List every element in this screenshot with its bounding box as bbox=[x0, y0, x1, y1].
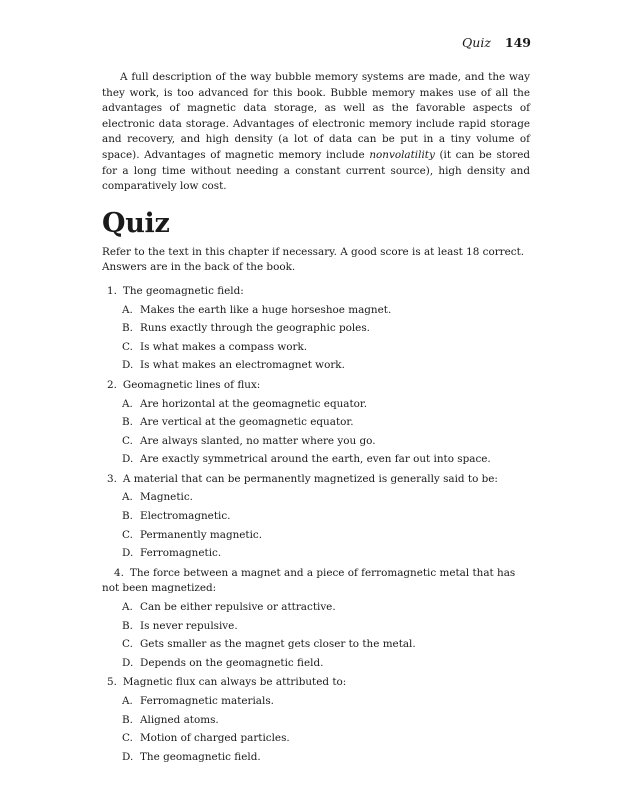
choice-letter: A. bbox=[122, 397, 133, 410]
choice-letter: B. bbox=[122, 619, 133, 632]
answer-choice bbox=[102, 600, 530, 616]
question bbox=[102, 284, 530, 374]
choice-letter: D. bbox=[122, 453, 134, 466]
answer-choice bbox=[102, 694, 530, 710]
answer-choice bbox=[102, 303, 530, 319]
choice-text: Electromagnetic. bbox=[140, 510, 231, 523]
question-stem bbox=[102, 675, 530, 691]
question-stem bbox=[102, 284, 530, 300]
choice-letter: A. bbox=[122, 601, 133, 614]
answer-choice bbox=[102, 452, 530, 468]
choice-text: Makes the earth like a huge horseshoe magnet. bbox=[140, 303, 392, 316]
choice-letter: D. bbox=[122, 359, 134, 372]
quiz-instructions: Refer to the text in this chapter if necessary. A good score is at least 18 correct. Answers are in the back of the book. bbox=[102, 245, 525, 274]
question-number: 1. bbox=[107, 284, 117, 297]
page-number: 149 bbox=[504, 35, 531, 50]
intro-emphasis: nonvolatility bbox=[369, 148, 435, 161]
answer-choice bbox=[102, 731, 530, 747]
choice-letter: A. bbox=[122, 695, 133, 707]
choice-text: Are always slanted, no matter where you go. bbox=[140, 434, 376, 447]
question-number: 5. bbox=[107, 676, 117, 689]
choice-letter: C. bbox=[122, 434, 133, 447]
question-text: A material that can be permanently magnetized is generally said to be: bbox=[122, 472, 498, 485]
answer-choice bbox=[102, 546, 530, 562]
choice-text: Motion of charged particles. bbox=[140, 732, 290, 745]
answer-choice bbox=[102, 340, 530, 356]
choice-text: Depends on the geomagnetic field. bbox=[140, 656, 324, 669]
answer-choice bbox=[102, 656, 530, 672]
answer-choice bbox=[102, 509, 530, 525]
choice-letter: B. bbox=[122, 510, 133, 523]
choice-text: Are exactly symmetrical around the earth, even far out into space. bbox=[140, 453, 491, 466]
choice-letter: C. bbox=[122, 638, 133, 651]
question bbox=[102, 675, 530, 765]
intro-text-after: (it can be stored for a long time without needing a constant current source), high density and comparatively low cost. bbox=[102, 148, 530, 193]
choice-letter: B. bbox=[122, 322, 133, 335]
choice-letter: A. bbox=[122, 491, 133, 504]
answer-choice bbox=[102, 415, 530, 431]
question-text: The force between a magnet and a piece of ferromagnetic metal that has not been magnetized: bbox=[102, 566, 516, 595]
answer-choice bbox=[102, 397, 530, 413]
intro-text-before: A full description of the way bubble memory systems are made, and the way they work, is too advanced for this book. Bubble memory makes use of all the advantages of magnetic data storage, as well as the favorable aspects of electronic data storage. Advantages of electronic memory include rapid storage and recovery, and high density (a lot of data can be put in a tiny volume of space). Advantages of magnetic memory include bbox=[102, 71, 530, 161]
answer-choice bbox=[102, 713, 530, 729]
choice-letter: D. bbox=[122, 547, 134, 560]
question-number: 2. bbox=[107, 378, 117, 391]
question-stem bbox=[102, 378, 530, 394]
answer-choice bbox=[102, 321, 530, 337]
choice-text: Are horizontal at the geomagnetic equator. bbox=[140, 397, 368, 410]
question-text: Magnetic flux can always be attributed to: bbox=[122, 676, 347, 689]
choice-text: Is never repulsive. bbox=[140, 619, 238, 632]
choice-text: Can be either repulsive or attractive. bbox=[140, 601, 336, 614]
choice-text: Aligned atoms. bbox=[140, 713, 219, 726]
running-header bbox=[462, 35, 531, 51]
choice-letter: C. bbox=[122, 528, 133, 541]
question-number: 3. bbox=[107, 472, 117, 485]
choice-letter: B. bbox=[122, 713, 133, 726]
choice-text: Is what makes an electromagnet work. bbox=[140, 359, 345, 372]
choice-letter: B. bbox=[122, 416, 133, 429]
choice-text: Runs exactly through the geographic poles. bbox=[140, 322, 370, 335]
choice-text: Permanently magnetic. bbox=[140, 528, 263, 541]
choice-text: Are vertical at the geomagnetic equator. bbox=[140, 416, 354, 429]
answer-choice bbox=[102, 619, 530, 635]
question-stem bbox=[102, 566, 530, 597]
page-body bbox=[102, 70, 530, 769]
answer-choice bbox=[102, 637, 530, 653]
choice-letter: D. bbox=[122, 750, 134, 763]
choice-letter: A. bbox=[122, 303, 133, 316]
question bbox=[102, 378, 530, 468]
choice-letter: C. bbox=[122, 340, 133, 353]
section-title: Quiz bbox=[102, 207, 170, 239]
choice-text: Magnetic. bbox=[140, 491, 193, 504]
choice-letter: D. bbox=[122, 656, 134, 669]
answer-choice bbox=[102, 490, 530, 506]
running-header-title: Quiz bbox=[462, 35, 491, 50]
choice-text: Gets smaller as the magnet gets closer to the metal. bbox=[140, 638, 416, 651]
choice-text: The geomagnetic field. bbox=[140, 750, 261, 763]
question bbox=[102, 566, 530, 672]
question-text: The geomagnetic field: bbox=[122, 284, 244, 297]
answer-choice bbox=[102, 358, 530, 374]
question-number: 4. bbox=[114, 566, 124, 579]
choice-letter: C. bbox=[122, 732, 133, 745]
answer-choice bbox=[102, 528, 530, 544]
answer-choice bbox=[102, 434, 530, 450]
choice-text: Ferromagnetic. bbox=[140, 547, 222, 560]
question-stem bbox=[102, 472, 530, 488]
intro-paragraph bbox=[102, 70, 530, 195]
choice-text: Ferromagnetic materials. bbox=[140, 695, 274, 707]
question bbox=[102, 472, 530, 562]
question-text: Geomagnetic lines of flux: bbox=[122, 378, 261, 391]
answer-choice bbox=[102, 750, 530, 766]
choice-text: Is what makes a compass work. bbox=[140, 340, 308, 353]
